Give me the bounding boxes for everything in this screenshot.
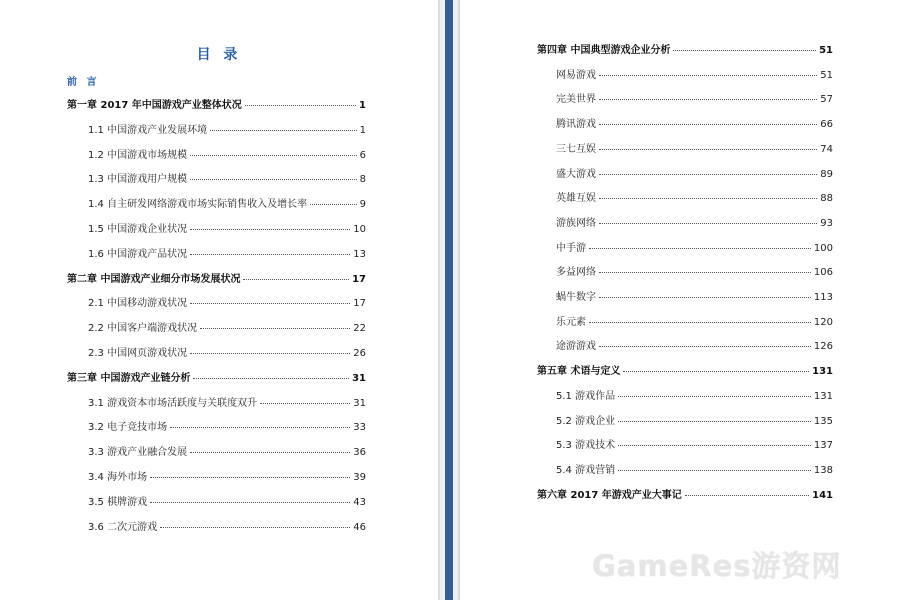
toc-section-entry[interactable]: [88, 249, 366, 261]
toc-section-entry[interactable]: [556, 267, 833, 279]
toc-entry-label: 蜗牛数字: [556, 292, 596, 303]
toc-dot-leader: [623, 370, 809, 372]
toc-section-entry[interactable]: [88, 447, 366, 459]
toc-dot-leader: [599, 222, 817, 224]
toc-entry-label: 第四章 中国典型游戏企业分析: [537, 45, 671, 56]
toc-page-number: 22: [353, 323, 366, 335]
toc-chapter-entry[interactable]: [67, 274, 366, 286]
toc-section-entry[interactable]: [556, 416, 833, 428]
toc-section-entry[interactable]: [556, 169, 833, 181]
toc-section-entry[interactable]: [556, 193, 833, 205]
toc-dot-leader: [618, 469, 811, 471]
toc-page-number: 131: [813, 390, 833, 402]
toc-entry-label: 盛大游戏: [556, 168, 596, 180]
toc-dot-leader: [599, 271, 811, 273]
toc-section-entry[interactable]: [556, 341, 833, 353]
toc-dot-leader: [170, 426, 350, 428]
toc-entry-label: 5.1 游戏作品: [556, 390, 616, 402]
toc-page-number: 31: [353, 397, 366, 409]
toc-entry-label: 完美世界: [556, 94, 596, 106]
toc-dot-leader: [599, 74, 817, 76]
toc-page-number: 13: [353, 248, 366, 260]
toc-section-entry[interactable]: [556, 292, 833, 304]
toc-page-number: 17: [352, 273, 366, 285]
toc-chapter-entry[interactable]: [537, 366, 833, 378]
toc-page-number: 31: [352, 372, 366, 384]
toc-section-entry[interactable]: [556, 94, 833, 106]
toc-dot-leader: [245, 104, 356, 106]
toc-page-number: 137: [813, 440, 833, 452]
toc-page-number: 43: [353, 496, 366, 508]
toc-section-entry[interactable]: [556, 243, 833, 255]
toc-entry-label: 1.2 中国游戏市场规模: [88, 149, 188, 161]
watermark-logo: GameRes游资网: [592, 549, 842, 583]
toc-dot-leader: [193, 377, 349, 379]
toc-page-number: 8: [359, 174, 366, 186]
toc-section-entry[interactable]: [88, 323, 366, 335]
toc-page-number: 1: [359, 124, 366, 136]
toc-page-number: 17: [353, 298, 366, 310]
toc-entry-label: 5.3 游戏技术: [556, 440, 616, 452]
toc-dot-leader: [160, 526, 350, 528]
toc-section-entry[interactable]: [556, 391, 833, 403]
toc-entry-label: 中手游: [556, 242, 586, 254]
toc-page-number: 106: [813, 267, 833, 279]
toc-chapter-entry[interactable]: [537, 490, 833, 502]
toc-dot-leader: [589, 321, 811, 323]
toc-dot-leader: [685, 494, 809, 496]
toc-dot-leader: [599, 123, 817, 125]
toc-section-entry[interactable]: [88, 348, 366, 360]
toc-section-entry[interactable]: [88, 174, 366, 186]
toc-dot-leader: [190, 451, 350, 453]
toc-title: 目 录: [196, 47, 242, 63]
toc-page-number: 57: [820, 94, 833, 106]
toc-dot-leader: [599, 345, 811, 347]
toc-page-number: 26: [353, 348, 366, 359]
toc-section-entry[interactable]: [88, 398, 366, 410]
toc-entry-label: 1.6 中国游戏产品状况: [88, 248, 188, 260]
toc-chapter-entry[interactable]: [67, 100, 366, 112]
toc-entry-label: 第三章 中国游戏产业链分析: [67, 372, 191, 384]
toc-entry-label: 网易游戏: [556, 69, 596, 81]
toc-page-number: 74: [820, 143, 833, 155]
toc-dot-leader: [150, 501, 350, 503]
toc-page-number: 88: [820, 193, 833, 205]
toc-page-number: 33: [353, 422, 366, 434]
toc-dot-leader: [260, 402, 350, 404]
toc-entry-label: 3.4 海外市场: [88, 472, 148, 483]
toc-section-entry[interactable]: [88, 150, 366, 162]
toc-section-entry[interactable]: [88, 522, 366, 534]
toc-dot-leader: [618, 395, 811, 397]
toc-entry-label: 第六章 2017 年游戏产业大事记: [537, 489, 682, 501]
toc-entry-label: 第一章 2017 年中国游戏产业整体状况: [67, 100, 242, 111]
toc-section-entry[interactable]: [88, 224, 366, 236]
toc-dot-leader: [310, 203, 357, 205]
toc-section-entry[interactable]: [556, 144, 833, 156]
toc-section-entry[interactable]: [88, 298, 366, 310]
toc-page-number: 93: [820, 217, 833, 229]
toc-section-entry[interactable]: [556, 70, 833, 82]
toc-entry-label: 第五章 术语与定义: [537, 366, 621, 378]
toc-dot-leader: [599, 197, 817, 199]
left-page: [0, 0, 438, 600]
right-page: [460, 0, 899, 600]
toc-section-entry[interactable]: [88, 497, 366, 509]
toc-dot-leader: [190, 302, 350, 304]
toc-page-number: 51: [820, 69, 833, 81]
toc-entry-label: 英雄互娱: [556, 193, 596, 205]
toc-page-number: 138: [813, 464, 833, 476]
toc-dot-leader: [150, 476, 350, 478]
toc-page-number: 126: [813, 341, 833, 353]
toc-dot-leader: [589, 247, 811, 249]
toc-entry-label: 2.3 中国网页游戏状况: [88, 348, 188, 359]
toc-dot-leader: [210, 129, 357, 131]
toc-chapter-entry[interactable]: [537, 45, 833, 57]
toc-dot-leader: [599, 148, 817, 150]
toc-dot-leader: [599, 98, 817, 100]
toc-section-entry[interactable]: [88, 125, 366, 137]
toc-entry-label: 5.2 游戏企业: [556, 415, 616, 427]
toc-page-number: 9: [359, 199, 366, 211]
toc-page-number: 36: [353, 447, 366, 459]
toc-section-entry[interactable]: [88, 422, 366, 434]
toc-dot-leader: [599, 173, 817, 175]
toc-dot-leader: [599, 296, 811, 298]
toc-entry-label: 多益网络: [556, 267, 596, 279]
toc-section-entry[interactable]: [556, 465, 833, 477]
toc-page-number: 131: [812, 366, 833, 378]
toc-page-number: 51: [819, 45, 833, 56]
toc-entry-label: 3.3 游戏产业融合发展: [88, 447, 188, 459]
toc-entry-label: 1.3 中国游戏用户规模: [88, 174, 188, 186]
toc-page-number: 66: [820, 119, 833, 131]
toc-page-number: 10: [353, 224, 366, 235]
toc-section-entry[interactable]: [556, 119, 833, 131]
toc-dot-leader: [243, 278, 349, 280]
toc-entry-label: 2.2 中国客户端游戏状况: [88, 323, 198, 335]
preface-heading: 前 言: [67, 77, 100, 88]
toc-page-number: 141: [812, 489, 833, 501]
toc-entry-label: 1.1 中国游戏产业发展环境: [88, 124, 208, 136]
toc-dot-leader: [618, 420, 811, 422]
toc-dot-leader: [190, 178, 357, 180]
page-gutter: [438, 0, 460, 600]
toc-entry-label: 1.4 自主研发网络游戏市场实际销售收入及增长率: [88, 199, 308, 211]
toc-section-entry[interactable]: [88, 472, 366, 484]
toc-dot-leader: [190, 253, 350, 255]
toc-page-number: 39: [353, 472, 366, 483]
toc-entry-label: 腾讯游戏: [556, 119, 596, 131]
toc-chapter-entry[interactable]: [67, 373, 366, 385]
toc-section-entry[interactable]: [556, 218, 833, 230]
toc-section-entry[interactable]: [556, 440, 833, 452]
toc-dot-leader: [190, 154, 357, 156]
toc-page-number: 6: [359, 149, 366, 161]
toc-entry-label: 3.1 游戏资本市场活跃度与关联度双升: [88, 397, 258, 409]
toc-page-number: 46: [353, 521, 366, 533]
toc-page-number: 135: [813, 415, 833, 427]
toc-page-number: 120: [813, 316, 833, 328]
toc-entry-label: 2.1 中国移动游戏状况: [88, 298, 188, 310]
toc-entry-label: 1.5 中国游戏企业状况: [88, 224, 188, 235]
toc-dot-leader: [190, 352, 350, 354]
toc-entry-label: 5.4 游戏营销: [556, 464, 616, 476]
toc-entry-label: 三七互娱: [556, 143, 596, 155]
toc-entry-label: 3.6 二次元游戏: [88, 521, 158, 533]
toc-dot-leader: [618, 444, 811, 446]
toc-section-entry[interactable]: [88, 199, 366, 211]
toc-entry-label: 3.5 棋牌游戏: [88, 496, 148, 508]
toc-entry-label: 游族网络: [556, 217, 596, 229]
toc-entry-label: 第二章 中国游戏产业细分市场发展状况: [67, 273, 241, 285]
toc-dot-leader: [200, 327, 350, 329]
toc-entry-label: 乐元素: [556, 316, 586, 328]
toc-page-number: 100: [813, 242, 833, 254]
toc-entry-label: 3.2 电子竞技市场: [88, 422, 168, 434]
toc-entry-label: 途游游戏: [556, 341, 596, 353]
toc-section-entry[interactable]: [556, 317, 833, 329]
toc-dot-leader: [190, 228, 350, 230]
toc-page-number: 1: [359, 100, 366, 111]
toc-dot-leader: [673, 49, 816, 51]
toc-page-number: 89: [820, 168, 833, 180]
toc-page-number: 113: [813, 292, 833, 303]
